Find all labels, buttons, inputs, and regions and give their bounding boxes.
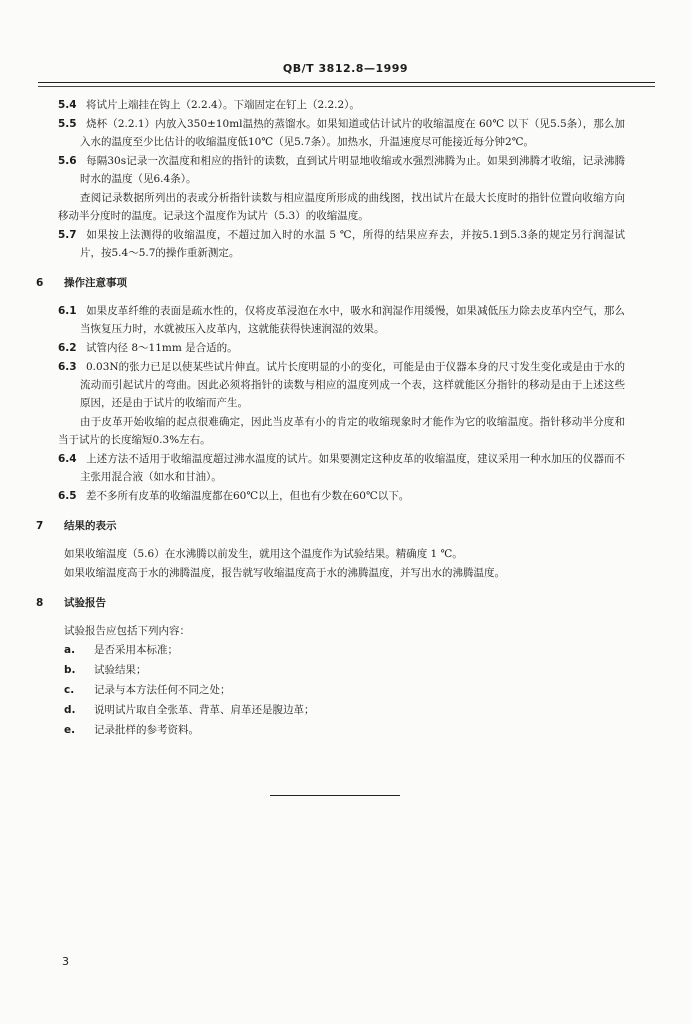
item-label: e. <box>64 724 76 736</box>
clause-number: 6.4 <box>58 453 77 465</box>
clause-text: 差不多所有皮革的收缩温度都在60℃以上，但也有少数在60℃以下。 <box>86 490 410 502</box>
item-text: 试验结果； <box>94 664 147 676</box>
section-6-heading <box>36 274 625 292</box>
clause-number: 5.5 <box>58 118 77 130</box>
clause-5-7 <box>58 226 625 262</box>
clause-number: 5.4 <box>58 99 77 111</box>
item-text: 是否采用本标准； <box>94 644 178 656</box>
clause-5-4 <box>58 96 625 114</box>
clause-5-6 <box>58 152 625 188</box>
clause-text: 上述方法不适用于收缩温度超过沸水温度的试片。如果要测定这种皮革的收缩温度，建议采用一种水加压的仪器而不主张用混合液（如水和甘油）。 <box>80 453 625 483</box>
report-item-e <box>58 721 625 739</box>
clause-number: 6.5 <box>58 490 77 502</box>
end-of-standard-rule <box>270 795 400 796</box>
clause-6-1 <box>58 302 625 338</box>
clause-number: 6.1 <box>58 305 77 317</box>
section-number: 7 <box>36 520 44 532</box>
header-rule-thin <box>38 86 655 87</box>
clause-text: 烧杯（2.2.1）内放入350±10ml温热的蒸馏水。如果知道或估计试片的收缩温度在 60℃ 以下（见5.5条），那么加入水的温度至少比估计的收缩温度低10℃（见5.7条）。加热水，升温速度尽可能接近每分钟2℃。 <box>80 118 625 148</box>
item-label: b. <box>64 664 76 676</box>
clause-text: 如果按上法测得的收缩温度，不超过加入时的水温 5 ℃，所得的结果应弃去，并按5.1到5.3条的规定另行润湿试片，按5.4～5.7的操作重新测定。 <box>80 229 625 259</box>
section-title: 操作注意事项 <box>64 277 127 289</box>
item-text: 说明试片取自全张革、背革、肩革还是腹边革； <box>94 704 315 716</box>
clause-5-5 <box>58 115 625 151</box>
section-title: 试验报告 <box>64 597 106 609</box>
report-item-a <box>58 641 625 659</box>
document-body <box>36 96 625 741</box>
clause-6-4 <box>58 450 625 486</box>
clause-number: 5.6 <box>58 155 77 167</box>
clause-text: 如果皮革纤维的表面是疏水性的，仅将皮革浸泡在水中，吸水和润湿作用缓慢，如果减低压力除去皮革内空气，那么当恢复压力时，水就被压入皮革内，这就能获得快速润湿的效果。 <box>80 305 625 335</box>
section-8-heading <box>36 594 625 612</box>
report-item-b <box>58 661 625 679</box>
standard-code-header: QB/T 3812.8—1999 <box>282 62 409 75</box>
item-text: 记录与本方法任何不同之处； <box>94 684 231 696</box>
clause-5-6-continuation: 查阅记录数据所列出的表或分析指针读数与相应温度所形成的曲线图，找出试片在最大长度时的指针位置向收缩方向移动半分度时的温度。记录这个温度作为试片（5.3）的收缩温度。 <box>58 192 625 222</box>
clause-text: 0.03N的张力已足以使某些试片伸直。试片长度明显的小的变化，可能是由于仪器本身的尺寸发生变化或是由于水的流动而引起试片的弯曲。因此必须将指针的读数与相应的温度列成一个表，这样就能区分指针的移动是由于上述这些原因，还是由于试片的收缩而产生。 <box>80 361 625 409</box>
clause-text: 试管内径 8～11mm 是合适的。 <box>86 342 238 354</box>
clause-6-3 <box>58 358 625 412</box>
page-number: 3 <box>62 955 69 968</box>
item-text: 记录批样的参考资料。 <box>94 724 199 736</box>
clause-6-2 <box>58 339 625 357</box>
section-7-heading <box>36 517 625 535</box>
report-item-c <box>58 681 625 699</box>
section-title: 结果的表示 <box>64 520 117 532</box>
section-number: 8 <box>36 597 44 609</box>
header-rule-thick <box>38 82 655 83</box>
section-8-intro: 试验报告应包括下列内容： <box>64 625 190 637</box>
section-7-paragraph-2: 如果收缩温度高于水的沸腾温度，报告就写收缩温度高于水的沸腾温度，并写出水的沸腾温度。 <box>64 567 505 579</box>
section-7-paragraph-1: 如果收缩温度（5.6）在水沸腾以前发生，就用这个温度作为试验结果。精确度 1 ℃。 <box>64 548 463 560</box>
clause-number: 6.2 <box>58 342 77 354</box>
clause-number: 6.3 <box>58 361 77 373</box>
item-label: a. <box>64 644 76 656</box>
clause-6-5 <box>58 487 625 505</box>
clause-number: 5.7 <box>58 229 77 241</box>
report-item-d <box>58 701 625 719</box>
clause-text: 将试片上端挂在钩上（2.2.4）。下端固定在钉上（2.2.2）。 <box>86 99 360 111</box>
item-label: c. <box>64 684 75 696</box>
item-label: d. <box>64 704 76 716</box>
section-number: 6 <box>36 277 44 289</box>
clause-6-3-continuation: 由于皮革开始收缩的起点很难确定，因此当皮革有小的肯定的收缩现象时才能作为它的收缩温度。指针移动半分度和当于试片的长度缩短0.3%左右。 <box>58 416 625 446</box>
clause-text: 每隔30s记录一次温度和相应的指针的读数，直到试片明显地收缩或水强烈沸腾为止。如果到沸腾才收缩，记录沸腾时水的温度（见6.4条）。 <box>80 155 625 185</box>
